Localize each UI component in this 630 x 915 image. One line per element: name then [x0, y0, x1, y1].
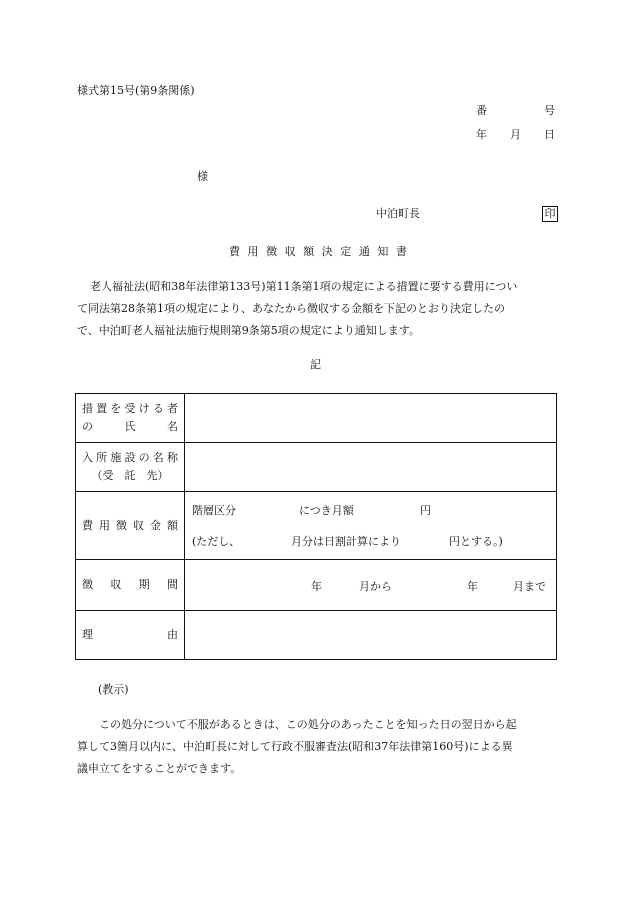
notice-line: この処分について不服があるときは、この処分のあったことを知った日の翌日から起	[99, 718, 517, 731]
table-row-reason	[76, 611, 557, 660]
table-row-facility	[76, 443, 557, 492]
value-facility-name[interactable]	[185, 443, 557, 492]
details-table	[75, 393, 557, 660]
body-line: 老人福祉法(昭和38年法律第133号)第11条第1項の規定による措置に要する費用につい	[90, 280, 518, 293]
reference-ban: 番	[476, 104, 487, 117]
reference-go: 号	[544, 104, 555, 117]
notice-line: 算して3箇月以内に、中泊町長に対して行政不服審査法(昭和37年法律第160号)による異	[77, 740, 513, 753]
value-amount[interactable]: 階層区分 につき月額 円 (ただし、 月分は日割計算により 円とする。)	[185, 492, 557, 560]
table-row-period	[76, 560, 557, 611]
value-period[interactable]: 年 月から 年 月まで	[185, 560, 557, 611]
addressee-suffix: 様	[197, 170, 208, 183]
label-reason: 理 由	[76, 611, 185, 660]
body-line: で、中泊町老人福祉法施行規則第9条第5項の規定により通知します。	[77, 324, 420, 337]
label-period: 徴 収 期 間	[76, 560, 185, 611]
ki-heading: 記	[310, 358, 321, 371]
date-year: 年	[476, 128, 487, 141]
notice-line: 議申立てをすることができます。	[77, 762, 242, 775]
seal-mark: 印	[542, 206, 558, 222]
notice-paragraph	[77, 714, 557, 780]
body-paragraph	[77, 276, 557, 342]
table-row-amount	[76, 492, 557, 560]
document-title: 費 用 徴 収 額 決 定 通 知 書	[229, 245, 407, 258]
notice-heading: (教示)	[98, 683, 129, 696]
value-reason[interactable]	[185, 611, 557, 660]
label-amount: 費 用 徴 収 金 額	[76, 492, 185, 560]
label-facility-name: 入 所 施 設 の 名 称 （受 託 先）	[76, 443, 185, 492]
form-number: 様式第15号(第9条関係)	[77, 84, 195, 97]
value-recipient-name[interactable]	[185, 394, 557, 443]
label-recipient-name: 措 置 を 受 け る 者 の 氏 名	[76, 394, 185, 443]
date-month: 月	[510, 128, 521, 141]
body-line: て同法第28条第1項の規定により、あなたから徴収する金額を下記のとおり決定したの	[77, 302, 505, 315]
table-row-name	[76, 394, 557, 443]
date-day: 日	[544, 128, 555, 141]
issuer: 中泊町長	[376, 207, 420, 220]
